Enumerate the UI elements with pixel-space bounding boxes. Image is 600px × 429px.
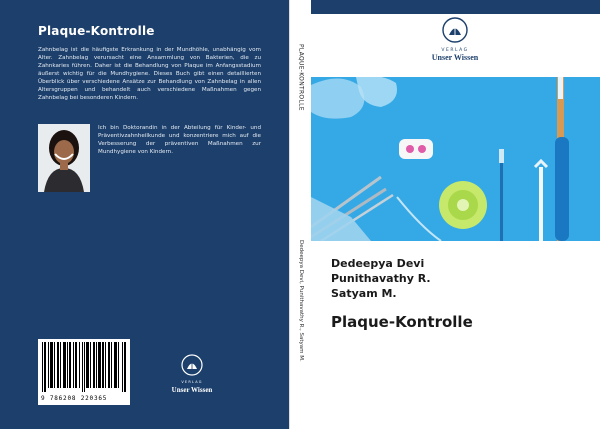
publisher-emblem-icon: [442, 17, 468, 43]
front-publisher-logo: [415, 17, 495, 62]
back-publisher-logo: [168, 354, 216, 394]
publisher-emblem-icon: [181, 354, 203, 376]
front-publisher-name: Unser Wissen: [431, 53, 479, 62]
isbn-barcode: [38, 339, 130, 405]
author-name: Punithavathy R.: [331, 272, 431, 285]
isbn-number: 9 786208 220365: [41, 395, 108, 402]
author-bio: Ich bin Doktorandin in der Abteilung für Kinder- und Präventivzahnheilkunde und konzentriere mich auf die Verbesserung der präventiven Maßnahmen zur Mundhygiene von Kindern.: [98, 125, 261, 155]
front-cover-title: Plaque-Kontrolle: [331, 313, 473, 331]
front-top-bar: [311, 0, 600, 14]
author-photo: [38, 124, 90, 192]
book-spine: [289, 0, 312, 429]
back-cover-title: Plaque-Kontrolle: [38, 24, 155, 38]
author-name: Satyam M.: [331, 287, 397, 300]
spine-authors: Dedeepya Devi, Punithavathy R., Satyam M.: [298, 240, 304, 362]
back-publisher-name: Unser Wissen: [171, 386, 213, 394]
book-description: Zahnbelag ist die häufigste Erkrankung in der Mundhöhle, unabhängig vom Alter. Zahnbelag verursacht eine Ansammlung von Bakterien, die zu Zahnkaries führen. Daher ist die Behandlung von Plaque im Anfangsstadium äußerst wichtig für die Mundhygiene. Dieses Buch gibt einen detaillierten Überblick über verschiedene Ansätze zur Behandlung von Zahnbelag in allen Altersgruppen und behandelt auch verschiedene Maßnahmen gegen Zahnbelag bei besonderen Kindern.: [38, 47, 261, 101]
front-cover: [311, 0, 600, 429]
back-cover: [0, 0, 289, 429]
author-name: Dedeepya Devi: [331, 257, 425, 270]
spine-title: PLAQUE-KONTROLLE: [297, 44, 305, 111]
front-authors: [331, 256, 431, 301]
front-publisher-verlag: VERLAG: [441, 48, 469, 53]
cover-image-dental-tools: [311, 77, 600, 241]
back-publisher-verlag: VERLAG: [181, 380, 203, 384]
